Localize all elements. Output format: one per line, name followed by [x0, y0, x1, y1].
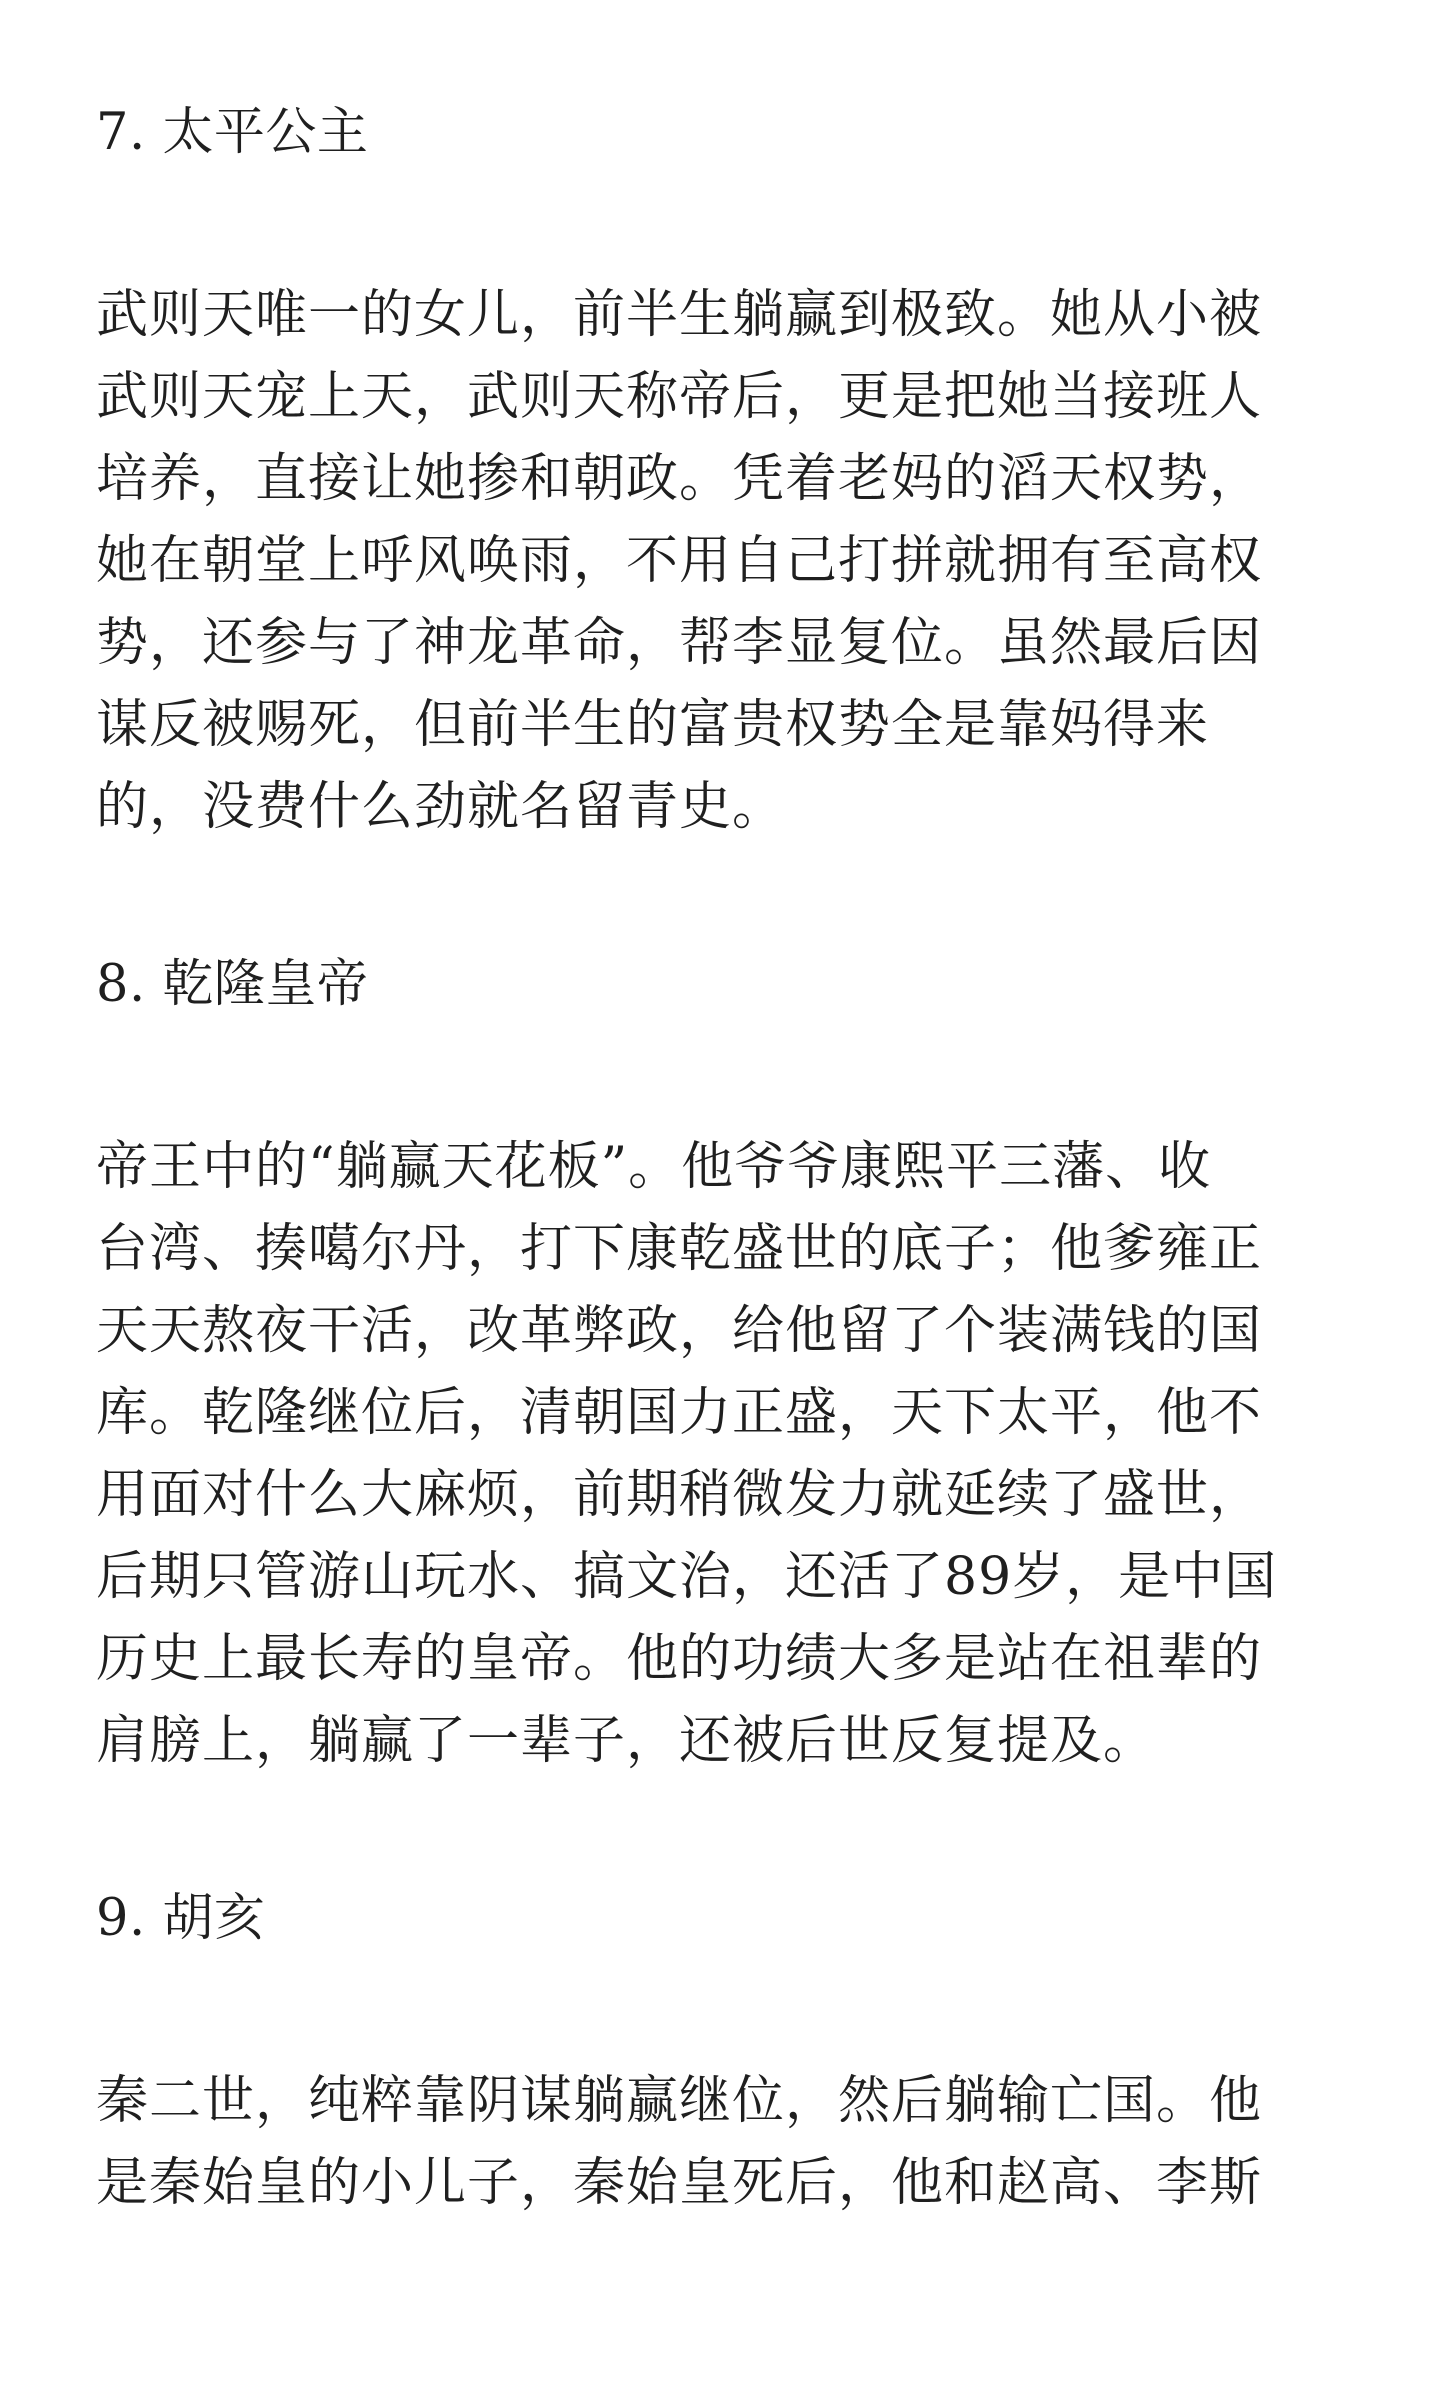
section-paragraph-huhai: [96, 2060, 1346, 2224]
paragraph-line: 后期只管游山玩水、搞文治，还活了89岁，是中国: [96, 1547, 1278, 1607]
section-heading-qianlong: 8. 乾隆皇帝: [96, 955, 369, 1014]
paragraph-line: 历史上最长寿的皇帝。他的功绩大多是站在祖辈的: [96, 1629, 1263, 1689]
paragraph-line: 是秦始皇的小儿子，秦始皇死后，他和赵高、李斯: [96, 2153, 1263, 2213]
paragraph-line: 用面对什么大麻烦，前期稍微发力就延续了盛世，: [96, 1465, 1263, 1525]
paragraph-line: 武则天宠上天，武则天称帝后，更是把她当接班人: [96, 367, 1263, 427]
paragraph-line: 帝王中的“躺赢天花板”。他爷爷康熙平三藩、收: [96, 1137, 1212, 1197]
paragraph-line: 天天熬夜干活，改革弊政，给他留了个装满钱的国: [96, 1301, 1263, 1361]
section-heading-taiping: 7. 太平公主: [96, 103, 369, 162]
paragraph-line: 培养，直接让她掺和朝政。凭着老妈的滔天权势，: [96, 449, 1263, 509]
section-paragraph-qianlong: [96, 1126, 1346, 1782]
paragraph-line: 库。乾隆继位后，清朝国力正盛，天下太平，他不: [96, 1383, 1263, 1443]
paragraph-line: 秦二世，纯粹靠阴谋躺赢继位，然后躺输亡国。他: [96, 2071, 1263, 2131]
paragraph-line: 谋反被赐死，但前半生的富贵权势全是靠妈得来: [96, 695, 1210, 755]
paragraph-line: 武则天唯一的女儿，前半生躺赢到极致。她从小被: [96, 285, 1263, 345]
paragraph-line: 她在朝堂上呼风唤雨，不用自己打拼就拥有至高权: [96, 531, 1263, 591]
article-body: [96, 92, 1346, 2320]
section-paragraph-taiping: [96, 274, 1346, 848]
paragraph-line: 肩膀上，躺赢了一辈子，还被后世反复提及。: [96, 1711, 1157, 1771]
paragraph-line: 的，没费什么劲就名留青史。: [96, 777, 786, 837]
paragraph-line: 台湾、揍噶尔丹，打下康乾盛世的底子；他爹雍正: [96, 1219, 1263, 1279]
section-heading-huhai: 9. 胡亥: [96, 1889, 266, 1948]
paragraph-line: 势，还参与了神龙革命，帮李显复位。虽然最后因: [96, 613, 1263, 673]
